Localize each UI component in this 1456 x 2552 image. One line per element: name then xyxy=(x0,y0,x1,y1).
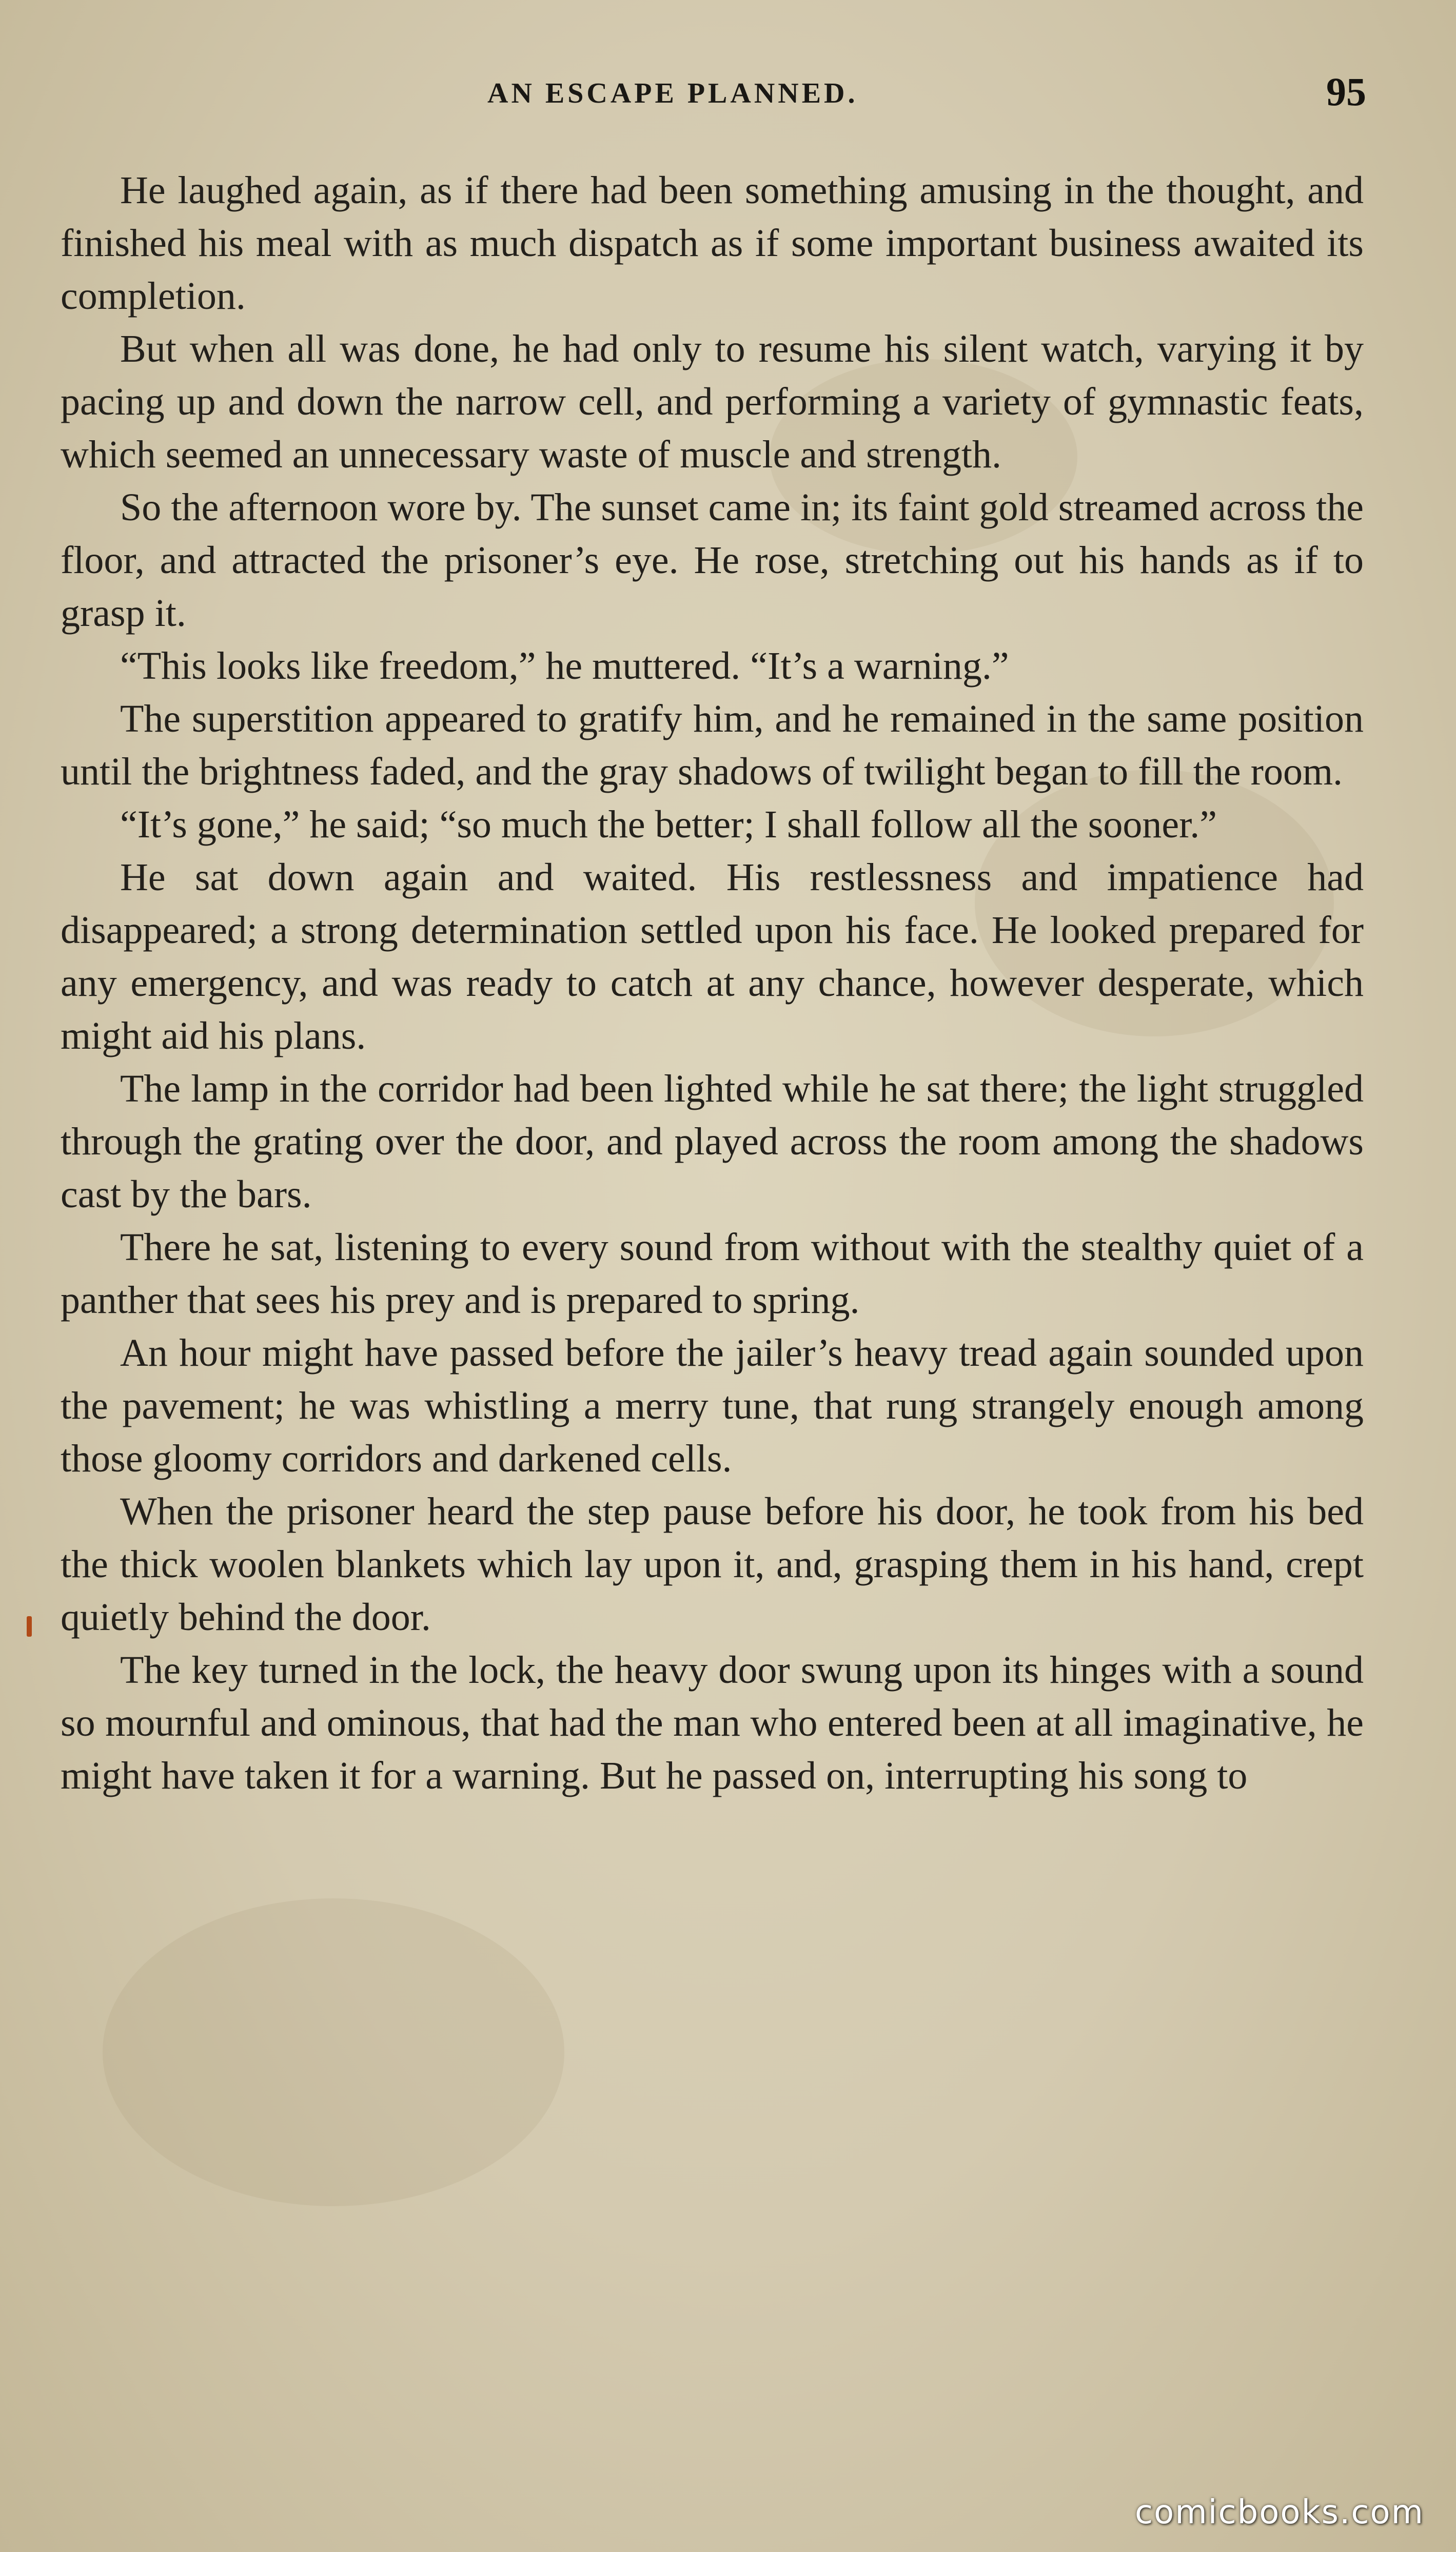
page-number: 95 xyxy=(1326,69,1366,114)
running-head xyxy=(0,67,1456,123)
paragraph: The key turned in the lock, the heavy door swung upon its hinges with a sound so mournful and ominous, that had the man who entered been at all imaginative, he might have taken it for a warning. But he passed on, interrupting his song to xyxy=(61,1648,1364,1797)
paragraph: The superstition appeared to gratify him, and he remained in the same position until the brightness faded, and the gray shadows of twilight began to fill the room. xyxy=(61,697,1364,793)
paragraph: When the prisoner heard the step pause before his door, he took from his bed the thick woolen blankets which lay upon it, and, grasping them in his hand, crept quietly behind the door. xyxy=(61,1490,1364,1639)
margin-ink-mark xyxy=(27,1616,32,1637)
body-text xyxy=(61,164,1364,1802)
paragraph: The lamp in the corridor had been lighted while he sat there; the light struggled through the grating over the door, and played across the room among the shadows cast by the bars. xyxy=(61,1067,1364,1216)
paragraph: He sat down again and waited. His restlessness and impatience had disappeared; a strong determination settled upon his face. He looked prepared for any emergency, and was ready to catch at any chance, however desperate, which might aid his plans. xyxy=(61,856,1364,1057)
paragraph: He laughed again, as if there had been something amusing in the thought, and finished his meal with as much dispatch as if some important business awaited its completion. xyxy=(61,169,1364,318)
paper-stain xyxy=(103,1898,564,2206)
paragraph: An hour might have passed before the jailer’s heavy tread again sounded upon the pavement; he was whistling a merry tune, that rung strangely enough among those gloomy corridors and darkened cells. xyxy=(61,1331,1364,1480)
paragraph: “It’s gone,” he said; “so much the better; I shall follow all the sooner.” xyxy=(120,803,1217,846)
paragraph: But when all was done, he had only to resume his silent watch, varying it by pacing up and down the narrow cell, and performing a variety of gymnastic feats, which seemed an unnecessary waste of muscle and strength. xyxy=(61,327,1364,476)
page-header-title: AN ESCAPE PLANNED. xyxy=(487,77,858,109)
paragraph: There he sat, listening to every sound from without with the stealthy quiet of a panther that sees his prey and is prepared to spring. xyxy=(61,1226,1364,1322)
watermark: comicbooks.com xyxy=(1134,2494,1424,2531)
paragraph: “This looks like freedom,” he muttered. “It’s a warning.” xyxy=(120,644,1009,688)
paragraph: So the afternoon wore by. The sunset came in; its faint gold streamed across the floor, and attracted the prisoner’s eye. He rose, stretching out his hands as if to grasp it. xyxy=(61,486,1364,635)
